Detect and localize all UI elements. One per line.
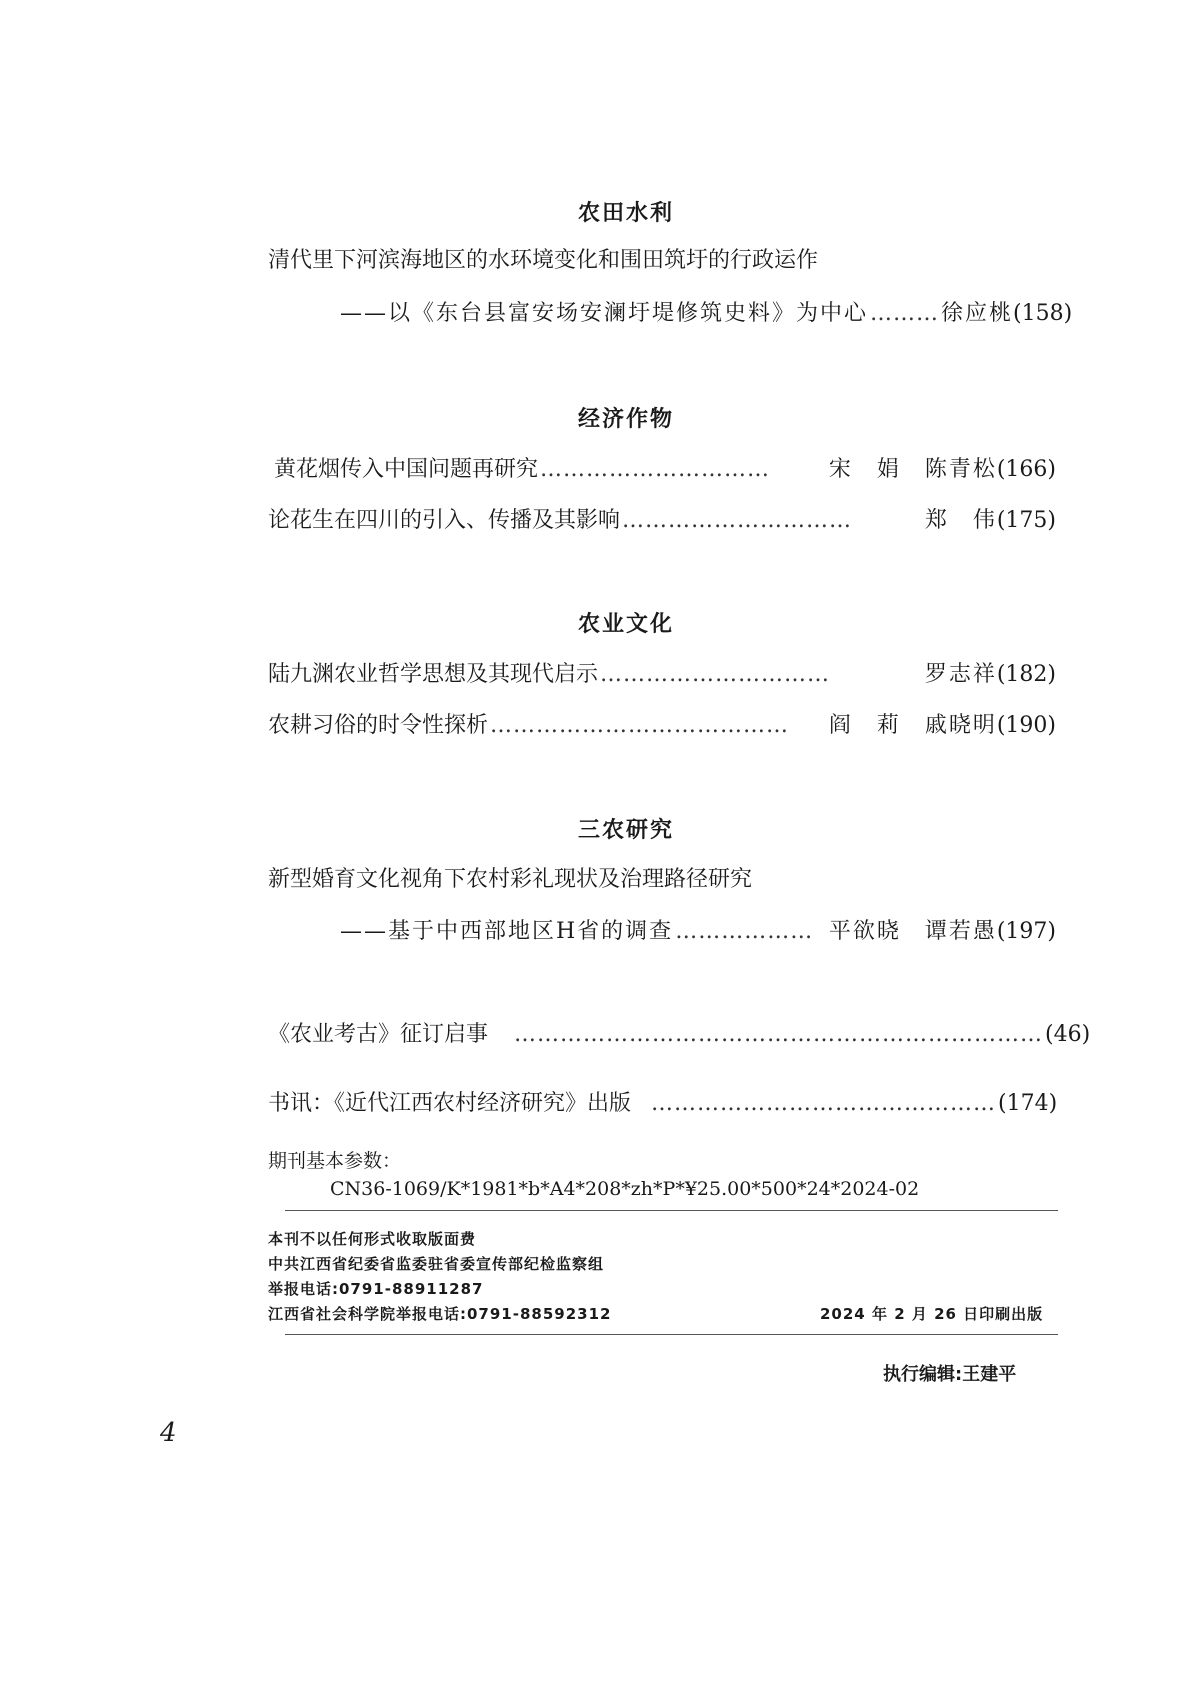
article-title: 新型婚育文化视角下农村彩礼现状及治理路径研究 bbox=[268, 867, 753, 892]
divider-rule bbox=[285, 1210, 1058, 1211]
toc-entry bbox=[274, 452, 1056, 483]
toc-entry bbox=[340, 914, 1056, 945]
notice-entry bbox=[268, 1017, 1091, 1048]
dot-leader: ……………… bbox=[675, 919, 814, 944]
dot-leader: ……………………………………… bbox=[651, 1091, 997, 1116]
print-date: 2024 年 2 月 26 日印刷出版 bbox=[820, 1305, 1044, 1323]
notice-page: (46) bbox=[1045, 1022, 1091, 1047]
dot-leader: ………………………… bbox=[622, 508, 853, 533]
toc-entry bbox=[268, 657, 1056, 688]
divider-rule bbox=[285, 1334, 1058, 1335]
report-phone: 举报电话:0791-88911287 bbox=[268, 1280, 484, 1298]
article-author: 徐应桃 bbox=[941, 301, 1014, 326]
executive-editor: 执行编辑:王建平 bbox=[883, 1364, 1017, 1385]
article-author: 平欲晓 谭若愚 bbox=[828, 919, 997, 944]
section-heading: 三农研究 bbox=[578, 818, 675, 843]
article-title: 陆九渊农业哲学思想及其现代启示 bbox=[268, 662, 599, 687]
notice-page: (174) bbox=[998, 1091, 1058, 1116]
article-page: (182) bbox=[996, 662, 1056, 687]
toc-entry bbox=[268, 708, 1056, 739]
toc-entry bbox=[268, 503, 1056, 534]
notice-title: 《农业考古》征订启事 bbox=[268, 1022, 489, 1047]
params-code: CN36-1069/K*1981*b*A4*208*zh*P*¥25.00*500*24*2024-02 bbox=[330, 1178, 920, 1200]
article-author: 阎 莉 戚晓明 bbox=[828, 713, 997, 738]
page-number: 4 bbox=[160, 1418, 177, 1448]
dot-leader: ………………………………… bbox=[490, 713, 790, 738]
academy-report-phone: 江西省社会科学院举报电话:0791-88592312 bbox=[268, 1305, 612, 1323]
section-heading: 农田水利 bbox=[578, 201, 675, 226]
dot-leader: ………………………… bbox=[540, 457, 771, 482]
article-page: (190) bbox=[996, 713, 1056, 738]
dot-leader: …………………………………………………………… bbox=[514, 1022, 1044, 1047]
dot-leader: ……… bbox=[870, 301, 940, 326]
article-subtitle: ——以《东台县富安场安澜圩堤修筑史料》为中心 bbox=[340, 301, 869, 326]
article-page: (175) bbox=[996, 508, 1056, 533]
oversight-office: 中共江西省纪委省监委驻省委宣传部纪检监察组 bbox=[268, 1255, 605, 1273]
fee-notice: 本刊不以任何形式收取版面费 bbox=[268, 1230, 477, 1248]
section-heading: 农业文化 bbox=[578, 612, 675, 637]
notice-entry bbox=[268, 1086, 1056, 1117]
article-author: 宋 娟 陈青松 bbox=[828, 457, 997, 482]
article-title: 论花生在四川的引入、传播及其影响 bbox=[268, 508, 621, 533]
article-subtitle: ——基于中西部地区H省的调查 bbox=[340, 919, 674, 944]
article-title: 清代里下河滨海地区的水环境变化和围田筑圩的行政运作 bbox=[268, 248, 819, 273]
dot-leader: ………………………… bbox=[600, 662, 831, 687]
toc-entry bbox=[340, 296, 1073, 327]
section-heading: 经济作物 bbox=[578, 407, 675, 432]
article-page: (166) bbox=[996, 457, 1056, 482]
notice-title: 书讯：《近代江西农村经济研究》出版 bbox=[268, 1091, 632, 1116]
article-page: (197) bbox=[996, 919, 1056, 944]
article-title: 农耕习俗的时令性探析 bbox=[268, 713, 489, 738]
article-page: (158) bbox=[1013, 301, 1073, 326]
article-author: 罗志祥 bbox=[924, 662, 997, 687]
params-label: 期刊基本参数： bbox=[268, 1150, 402, 1172]
article-title: 黄花烟传入中国问题再研究 bbox=[274, 457, 539, 482]
article-author: 郑 伟 bbox=[924, 508, 997, 533]
